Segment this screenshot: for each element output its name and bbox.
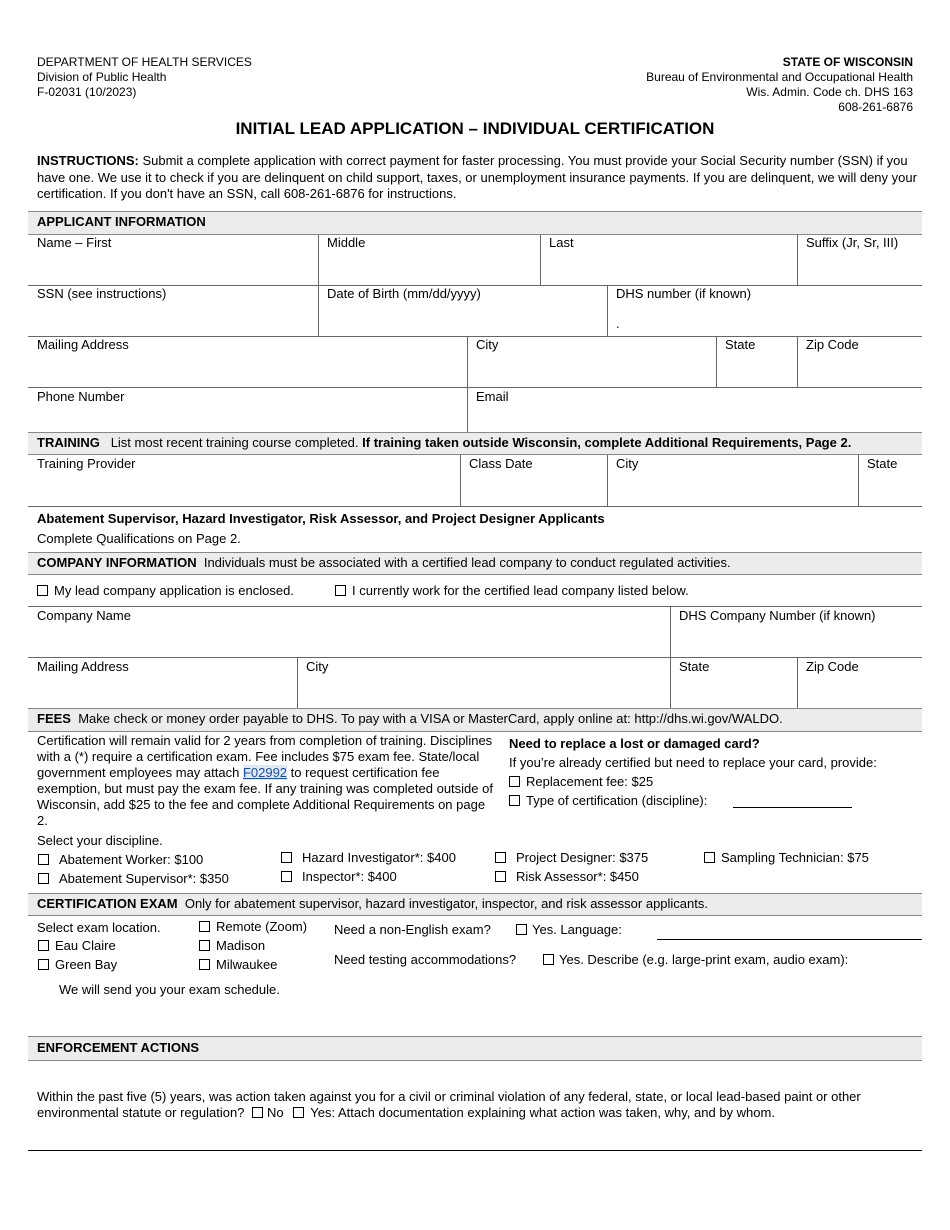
enforcement-no-label: No xyxy=(267,1105,284,1120)
dob-field[interactable]: Date of Birth (mm/dd/yyyy) xyxy=(327,286,481,301)
fees-section-header xyxy=(28,708,922,732)
checkbox-icon[interactable] xyxy=(38,940,49,951)
dept-name: DEPARTMENT OF HEALTH SERVICES xyxy=(37,55,252,69)
exam-section-header xyxy=(28,893,922,916)
discipline-label: Sampling Technician: $75 xyxy=(721,850,869,865)
admin-code: Wis. Admin. Code ch. DHS 163 xyxy=(746,85,913,99)
exam-schedule-note: We will send you your exam schedule. xyxy=(59,982,280,997)
checkbox-icon[interactable] xyxy=(509,795,520,806)
checkbox-icon[interactable] xyxy=(199,959,210,970)
instructions-label: INSTRUCTIONS: xyxy=(37,153,139,168)
form-number: F-02031 (10/2023) xyxy=(37,85,137,99)
enforcement-question-text: Within the past five (5) years, was action taken against you for a civil or criminal violation of any federal, state, or local lead-based paint or other environmental statute or regulation? xyxy=(37,1089,861,1120)
enforcement-no-option[interactable] xyxy=(248,1105,284,1120)
company-mailing-field[interactable]: Mailing Address xyxy=(37,659,129,674)
applicant-section-header xyxy=(28,211,922,235)
replacement-type-label: Type of certification (discipline): xyxy=(526,793,708,808)
fees-description xyxy=(37,733,495,829)
bureau-name: Bureau of Environmental and Occupational Health xyxy=(646,70,913,84)
header-phone: 608-261-6876 xyxy=(838,100,913,114)
discipline-label: Project Designer: $375 xyxy=(516,850,649,865)
discipline-risk-assessor[interactable] xyxy=(495,869,639,884)
location-label: Madison xyxy=(216,938,266,953)
header-right xyxy=(646,55,913,115)
checkbox-icon[interactable] xyxy=(281,871,292,882)
location-milwaukee[interactable] xyxy=(199,957,277,972)
company-enclosed-label: My lead company application is enclosed. xyxy=(54,583,294,598)
discipline-sampling-technician[interactable] xyxy=(704,850,869,865)
company-enclosed-option[interactable] xyxy=(37,583,294,598)
dhs-company-number-field[interactable]: DHS Company Number (if known) xyxy=(679,608,876,623)
discipline-label: Inspector*: $400 xyxy=(302,869,397,884)
ssn-field[interactable]: SSN (see instructions) xyxy=(37,286,167,301)
company-note: Individuals must be associated with a certified lead company to conduct regulated activities. xyxy=(203,555,731,570)
discipline-abatement-worker[interactable] xyxy=(38,852,203,867)
non-english-yes-option[interactable] xyxy=(516,922,622,937)
enforcement-bottom-rule xyxy=(28,1150,922,1151)
non-english-question: Need a non-English exam? xyxy=(334,922,491,937)
enforcement-yes-label: Yes: Attach documentation explaining what action was taken, why, and by whom. xyxy=(310,1105,775,1120)
company-work-label: I currently work for the certified lead company listed below. xyxy=(352,583,689,598)
enforcement-heading: ENFORCEMENT ACTIONS xyxy=(37,1040,200,1055)
location-remote[interactable] xyxy=(199,919,307,934)
exam-heading: CERTIFICATION EXAM xyxy=(37,896,178,911)
instructions-text: Submit a complete application with correct payment for faster processing. You must provide your Social Security number (SSN) if you have one. We use it to check if you are delinquent on child support, taxes, or unemployment insurance payments. If you are delinquent, we will deny your certification. If you don't have an SSN, call 608-261-6876 for instructions. xyxy=(37,153,917,201)
phone-field[interactable]: Phone Number xyxy=(37,389,125,404)
checkbox-icon[interactable] xyxy=(281,852,292,863)
location-green-bay[interactable] xyxy=(38,957,117,972)
state-field[interactable]: State xyxy=(725,337,756,352)
location-eau-claire[interactable] xyxy=(38,938,116,953)
checkbox-icon[interactable] xyxy=(509,776,520,787)
dhs-number-field[interactable]: DHS number (if known) xyxy=(616,286,752,301)
accommodations-yes-option[interactable] xyxy=(543,952,848,967)
city-field[interactable]: City xyxy=(476,337,499,352)
location-label: Remote (Zoom) xyxy=(216,919,308,934)
enforcement-section-header xyxy=(28,1036,922,1061)
discipline-hazard-investigator[interactable] xyxy=(281,850,456,865)
fees-description-a: Certification will remain valid for 2 years from completion of training. Disciplines with a (*) require a certification exam. Fee includes $75 exam fee. State/local government employees may attach xyxy=(37,733,493,780)
location-madison[interactable] xyxy=(199,938,265,953)
checkbox-icon[interactable] xyxy=(495,871,506,882)
training-section-header xyxy=(28,432,922,455)
zip-field[interactable]: Zip Code xyxy=(806,337,859,352)
fees-heading: FEES xyxy=(37,711,71,726)
header-left xyxy=(37,55,252,100)
division-name: Division of Public Health xyxy=(37,70,167,84)
dhs-number-dot: . xyxy=(616,316,620,331)
training-provider-field[interactable]: Training Provider xyxy=(37,456,136,471)
replacement-fee-label: Replacement fee: $25 xyxy=(526,774,654,789)
checkbox-icon[interactable] xyxy=(335,585,346,596)
discipline-abatement-supervisor[interactable] xyxy=(38,871,229,886)
class-date-field[interactable]: Class Date xyxy=(469,456,533,471)
state-name: STATE OF WISCONSIN xyxy=(782,55,913,69)
supervisor-applicants-heading: Abatement Supervisor, Hazard Investigator, Risk Assessor, and Project Designer Applicants xyxy=(37,511,605,526)
training-heading: TRAINING xyxy=(37,435,100,450)
discipline-label: Risk Assessor*: $450 xyxy=(516,869,639,884)
replacement-type-option[interactable] xyxy=(509,793,707,808)
training-note-bold: If training taken outside Wisconsin, complete Additional Requirements, Page 2. xyxy=(362,435,852,450)
checkbox-icon[interactable] xyxy=(293,1107,304,1118)
first-name-field[interactable]: Name – First xyxy=(37,235,112,250)
company-city-field[interactable]: City xyxy=(306,659,329,674)
email-field[interactable]: Email xyxy=(476,389,509,404)
discipline-label: Hazard Investigator*: $400 xyxy=(302,850,456,865)
training-state-field[interactable]: State xyxy=(867,456,898,471)
company-state-field[interactable]: State xyxy=(679,659,710,674)
suffix-field[interactable]: Suffix (Jr, Sr, III) xyxy=(806,235,899,250)
checkbox-icon[interactable] xyxy=(704,852,715,863)
accommodations-yes-label: Yes. Describe (e.g. large-print exam, audio exam): xyxy=(559,952,849,967)
language-input[interactable] xyxy=(657,939,922,940)
select-location-label: Select exam location. xyxy=(37,920,161,935)
fees-note: Make check or money order payable to DHS. To pay with a VISA or MasterCard, apply online at: http://dhs.wi.gov/WALDO. xyxy=(78,711,783,726)
replace-card-note: If you’re already certified but need to replace your card, provide: xyxy=(509,755,877,770)
checkbox-icon[interactable] xyxy=(495,852,506,863)
discipline-label: Abatement Worker: $100 xyxy=(59,852,204,867)
replacement-type-input[interactable] xyxy=(733,807,852,808)
discipline-label: Abatement Supervisor*: $350 xyxy=(59,871,229,886)
discipline-project-designer[interactable] xyxy=(495,850,648,865)
location-label: Green Bay xyxy=(55,957,118,972)
training-city-field[interactable]: City xyxy=(616,456,639,471)
exam-note: Only for abatement supervisor, hazard investigator, inspector, and risk assessor applicants. xyxy=(184,896,708,911)
form-title: INITIAL LEAD APPLICATION – INDIVIDUAL CERTIFICATION xyxy=(235,119,715,138)
accommodations-question: Need testing accommodations? xyxy=(334,952,517,967)
checkbox-icon[interactable] xyxy=(38,959,49,970)
discipline-inspector[interactable] xyxy=(281,869,397,884)
checkbox-icon[interactable] xyxy=(38,854,49,865)
checkbox-icon[interactable] xyxy=(252,1107,263,1118)
training-note: List most recent training course completed. xyxy=(110,435,359,450)
checkbox-icon[interactable] xyxy=(199,921,210,932)
checkbox-icon[interactable] xyxy=(543,954,554,965)
enforcement-question xyxy=(37,1089,922,1121)
location-label: Eau Claire xyxy=(55,938,116,953)
f02992-link[interactable]: F02992 xyxy=(242,765,288,780)
enforcement-yes-option[interactable] xyxy=(287,1105,775,1120)
company-zip-field[interactable]: Zip Code xyxy=(806,659,859,674)
non-english-yes-label: Yes. Language: xyxy=(532,922,622,937)
company-heading: COMPANY INFORMATION xyxy=(37,555,197,570)
checkbox-icon[interactable] xyxy=(516,924,527,935)
replacement-fee-option[interactable] xyxy=(509,774,653,789)
checkbox-icon[interactable] xyxy=(38,873,49,884)
last-name-field[interactable]: Last xyxy=(549,235,574,250)
company-work-option[interactable] xyxy=(335,583,689,598)
mailing-address-field[interactable]: Mailing Address xyxy=(37,337,129,352)
replace-card-heading: Need to replace a lost or damaged card? xyxy=(509,736,760,751)
checkbox-icon[interactable] xyxy=(199,940,210,951)
instructions xyxy=(37,153,917,203)
applicant-heading: APPLICANT INFORMATION xyxy=(37,214,206,229)
fees-description-b: to request certification fee exemption, but must pay the exam fee. If any training was completed outside of Wisconsin, add $25 to the fee and complete Additional Requirements on page 2. xyxy=(37,765,493,828)
location-label: Milwaukee xyxy=(216,957,278,972)
select-discipline-label: Select your discipline. xyxy=(37,833,163,848)
company-section-header xyxy=(28,552,922,575)
company-name-field[interactable]: Company Name xyxy=(37,608,131,623)
checkbox-icon[interactable] xyxy=(37,585,48,596)
supervisor-applicants-note: Complete Qualifications on Page 2. xyxy=(37,531,241,546)
middle-name-field[interactable]: Middle xyxy=(327,235,366,250)
